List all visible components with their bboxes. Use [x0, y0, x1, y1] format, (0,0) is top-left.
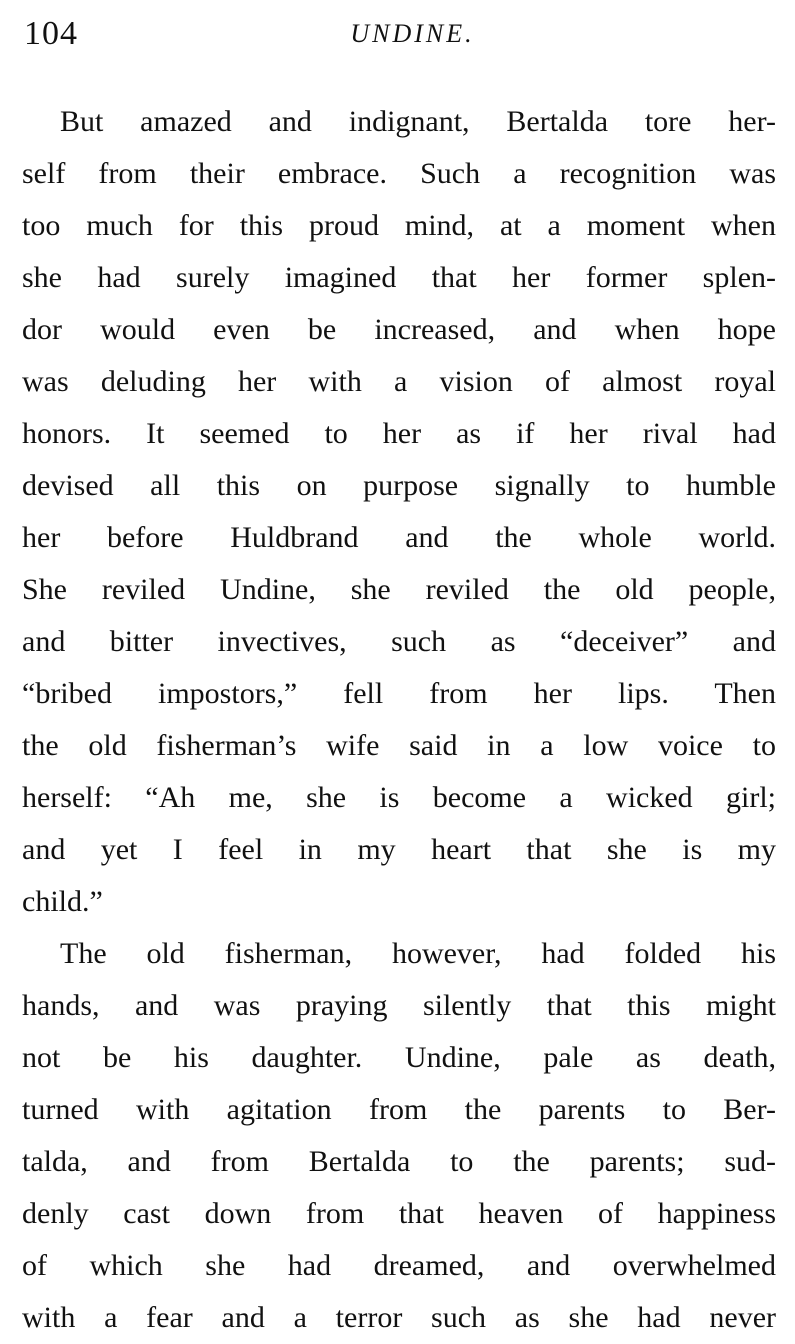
paragraph-2	[22, 928, 776, 1344]
text-line: the old fisherman’s wife said in a low voice to	[22, 729, 776, 762]
text-line: and yet I feel in my heart that she is my	[22, 833, 776, 866]
text-line: But amazed and indignant, Bertalda tore her-	[60, 105, 776, 138]
text-line: self from their embrace. Such a recognition was	[22, 157, 776, 190]
text-line: with a fear and a terror such as she had never	[22, 1301, 776, 1334]
text-line: child.”	[22, 885, 103, 918]
text-line: devised all this on purpose signally to humble	[22, 469, 776, 502]
text-line: She reviled Undine, she reviled the old people,	[22, 573, 776, 606]
text-line: denly cast down from that heaven of happiness	[22, 1197, 776, 1230]
text-line: was deluding her with a vision of almost royal	[22, 365, 776, 398]
body-text	[22, 96, 776, 1344]
page-header	[24, 12, 771, 56]
text-line: too much for this proud mind, at a moment when	[22, 209, 776, 242]
text-line: her before Huldbrand and the whole world.	[22, 521, 776, 554]
text-line: herself: “Ah me, she is become a wicked girl;	[22, 781, 776, 814]
text-line: turned with agitation from the parents to Ber-	[22, 1093, 776, 1126]
text-line: hands, and was praying silently that this might	[22, 989, 776, 1022]
page-number: 104	[24, 15, 78, 52]
text-line: The old fisherman, however, had folded his	[60, 937, 776, 970]
text-line: dor would even be increased, and when hope	[22, 313, 776, 346]
text-line: and bitter invectives, such as “deceiver” and	[22, 625, 776, 658]
text-line: not be his daughter. Undine, pale as death,	[22, 1041, 776, 1074]
running-title: UNDINE.	[350, 19, 475, 48]
paragraph-1	[22, 96, 776, 928]
text-line: she had surely imagined that her former splen-	[22, 261, 776, 294]
text-line: “bribed impostors,” fell from her lips. Then	[22, 677, 776, 710]
text-line: talda, and from Bertalda to the parents; sud-	[22, 1145, 776, 1178]
text-line: of which she had dreamed, and overwhelmed	[22, 1249, 776, 1282]
text-line: honors. It seemed to her as if her rival had	[22, 417, 776, 450]
